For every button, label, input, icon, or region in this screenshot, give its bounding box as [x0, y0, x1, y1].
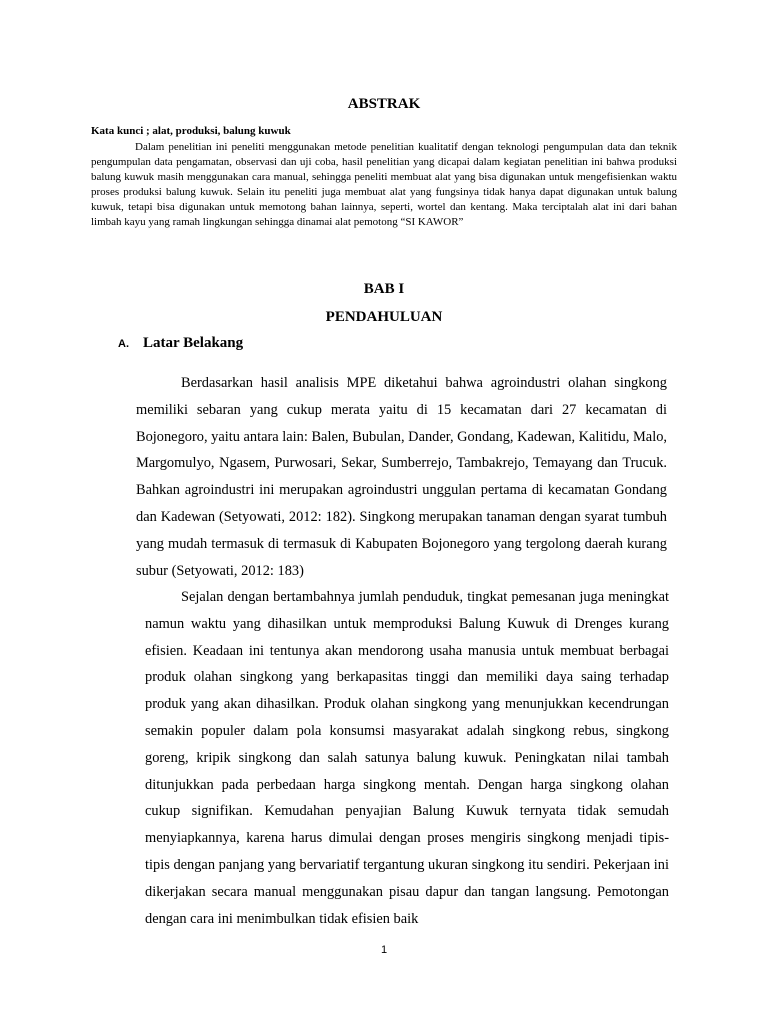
section-title: Latar Belakang — [143, 335, 244, 351]
body-paragraph-2: Sejalan dengan bertambahnya jumlah penduduk, tingkat pemesanan juga meningkat namun waktu yang dihasilkan untuk memproduksi Balung Kuwuk di Drenges kurang efisien. Keadaan ini tentunya akan mendorong usaha manusia untuk membuat berbagai produk olahan singkong yang berkapasitas tinggi dan memiliki daya saing terhadap produk yang akan dihasilkan. Produk olahan singkong yang menunjukkan kecendrungan semakin populer dalam pola konsumsi masyarakat adalah singkong rebus, singkong goreng, kripik singkong dan salah satunya balung kuwuk. Peningkatan nilai tambah ditunjukkan pada perbedaan harga singkong mentah. Dengan harga singkong olahan cukup signifikan. Kemudahan penyajian Balung Kuwuk ternyata tidak semudah menyiapkannya, karena harus dimulai dengan proses mengiris singkong menjadi tipis- tipis dengan panjang yang bervariatif tergantung ukuran singkong itu sendiri. Pekerjaan ini dikerjakan secara manual menggunakan pisau dapur dan tangan langsung. Pemotongan dengan cara ini menimbulkan tidak efisien baik — [145, 589, 669, 927]
section-heading — [118, 335, 243, 352]
page-number: 1 — [380, 944, 388, 956]
body-paragraph-1: Berdasarkan hasil analisis MPE diketahui bahwa agroindustri olahan singkong memiliki sebaran yang cukup merata yaitu di 15 kecamatan dari 27 kecamatan di Bojonegoro, yaitu antara lain: Balen, Bubulan, Dander, Gondang, Kadewan, Kalitidu, Malo, Margomulyo, Ngasem, Purwosari, Sekar, Sumberrejo, Tambakrejo, Temayang dan Trucuk. Bahkan agroindustri ini merupakan agroindustri unggulan pertama di kecamatan Gondang dan Kadewan (Setyowati, 2012: 182). Singkong merupakan tanaman dengan syarat tumbuh yang mudah termasuk di termasuk di Kabupaten Bojonegoro yang tergolong daerah kurang subur (Setyowati, 2012: 183) — [136, 375, 667, 579]
abstract-keywords: Kata kunci ; alat, produksi, balung kuwuk — [91, 125, 291, 137]
chapter-number: BAB I — [363, 281, 405, 297]
chapter-title: PENDAHULUAN — [325, 309, 443, 325]
abstract-title: ABSTRAK — [347, 96, 421, 112]
section-letter: A. — [118, 338, 129, 350]
abstract-body: Dalam penelitian ini peneliti menggunakan metode penelitian kualitatif dengan teknologi pengumpulan data dan teknik pengumpulan data pengamatan, observasi dan uji coba, hasil penelitian yang dicapai dalam kegiatan penelitian ini bahwa produksi balung kuwuk masih menggunakan cara manual, sehingga peneliti membuat alat yang bisa digunakan untuk mengefisienkan waktu proses produksi balung kuwuk. Selain itu peneliti juga membuat alat yang fungsinya tidak hanya dapat digunakan untuk balung kuwuk, tetapi bisa digunakan untuk memotong bahan lainnya, seperti, wortel dan kentang. Maka terciptalah alat ini dari bahan limbah kayu yang ramah lingkungan sehingga dinamai alat pemotong “SI KAWOR” — [91, 141, 677, 228]
